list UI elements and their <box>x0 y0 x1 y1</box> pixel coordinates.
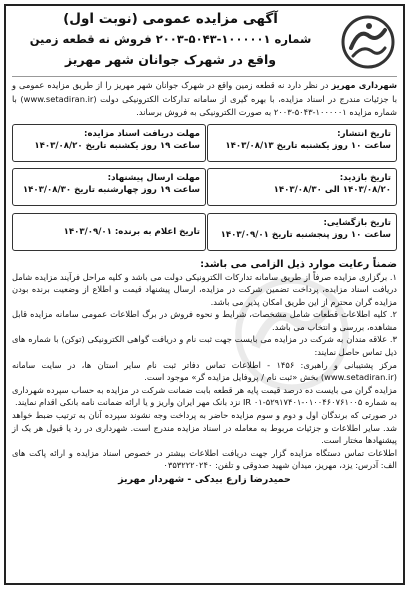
requirements-body <box>12 271 397 473</box>
notice-number: شماره ۱۰۰۰۰۰۱-۵۰۴۳-۲۰۰۳ فروش نه قطعه زمین <box>29 32 312 46</box>
mayor-signature: حمیدرضا زارع بیدکی - شهردار مهریز <box>118 474 291 485</box>
notice-header <box>12 10 397 77</box>
opening-date-box <box>207 213 397 251</box>
dates-grid <box>12 124 397 252</box>
requirement-item: اطلاعات تماس دستگاه مزایده گزار جهت دریافت اطلاعات بیشتر در خصوص اسناد مزایده و ارائه پاکت های الف: آدرس: یزد، مهریز، میدان شهید صدوقی و تلفن: ۰۳۵۳۲۲۲۰۲۴۰ <box>12 447 397 471</box>
submit-deadline-label: مهلت ارسال پیشنهاد: <box>107 172 200 183</box>
publish-date-box <box>207 124 397 162</box>
opening-date-value: ساعت ۱۰ روز پنجشنبه تاریخ ۱۴۰۳/۰۹/۰۱ <box>220 229 391 240</box>
requirement-item: مزایده گران می بایست ده درصد قیمت پایه هر قطعه بابت ضمانت شرکت در مزایده به حساب سپرده شهرداری به شماره ۰۱۰۰۴۶۰۷۶۱۰۰۵-۵۲۹۱۷۴۰۱-۰۱ IR نزد بانک مهر ایران واریز و یا ارائه ضمانت نامه بانکی اقدام نمایند. <box>12 384 397 408</box>
municipality-logo-icon <box>339 14 397 70</box>
requirement-item: ۲. کلیه اطلاعات قطعات شامل مشخصات، شرایط و نحوه فروش در برگ اطلاعات عمومی سامانه مزایده قابل مشاهده، بررسی و انتخاب می باشد. <box>12 309 397 332</box>
requirements-title: ضمناً رعایت موارد ذیل الزامی می باشد: <box>200 258 397 270</box>
publish-date-label: تاریخ انتشار: <box>337 128 391 139</box>
requirement-item: ۳. علاقه مندان به شرکت در مزایده می بایست جهت ثبت نام و دریافت گواهی الکترونیکی (توکن) با شماره های ذیل تماس حاصل نمایند: <box>12 334 397 358</box>
organizer-name: شهرداری مهریز <box>331 80 397 90</box>
publish-date-value: ساعت ۱۰ روز یکشنبه تاریخ ۱۴۰۳/۰۸/۱۳ <box>225 140 391 151</box>
visit-date-value: ۱۴۰۳/۰۸/۲۰ الی ۱۴۰۳/۰۸/۳۰ <box>273 184 391 195</box>
submit-deadline-box <box>12 168 206 206</box>
notice-titles <box>12 10 329 70</box>
notice-location: واقع در شهرک جوانان شهر مهریز <box>64 52 276 67</box>
docs-deadline-label: مهلت دریافت اسناد مزایده: <box>84 128 200 139</box>
intro-paragraph <box>12 79 397 120</box>
submit-deadline-value: ساعت ۱۹ روز چهارشنبه تاریخ ۱۴۰۳/۰۸/۳۰ <box>22 184 200 195</box>
intro-text: در نظر دارد نه قطعه زمین واقع در شهرک جوانان شهر مهریز را از طریق مزایده عمومی و با جزئیات مندرج در اسناد مزایده، با بهره گیری از سامانه تدارکات الکترونیکی دولت (www.setadiran.ir) با شماره مزایده ۱۰۰۰۰۰۱-۵۰۴۳-۲۰۰۳ به صورت الکترونیکی به فروش برساند. <box>12 80 397 117</box>
opening-date-label: تاریخ بازگشایی: <box>323 217 391 228</box>
visit-date-box <box>207 168 397 206</box>
requirement-item: مرکز پشتیبانی و راهبری: ۱۴۵۶ - اطلاعات تماس دفاتر ثبت نام سایر استان ها، در سایت سامانه (www.setadiran.ir) بخش «ثبت نام / پروفایل مزایده گر» موجود است. <box>12 359 397 383</box>
docs-deadline-box <box>12 124 206 162</box>
winner-announce-box <box>12 213 206 251</box>
docs-deadline-value: ساعت ۱۹ روز یکشنبه تاریخ ۱۴۰۳/۰۸/۲۰ <box>34 140 200 151</box>
auction-notice <box>4 4 405 585</box>
notice-title: آگهی مزایده عمومی (نوبت اول) <box>63 11 278 27</box>
visit-date-label: تاریخ بازدید: <box>339 172 391 183</box>
requirement-item: در صورتی که برندگان اول و دوم و سوم مزایده حاضر به پرداخت وجه نشوند سپرده آنان به ترتیب ضبط خواهد شد. سایر اطلاعات و جزئیات مربوط به معامله در اسناد مزایده مندرج است. شهرداری در رد یا قبول هر یک از پیشنهادها مختار است. <box>12 410 397 446</box>
winner-announce-text: تاریخ اعلام به برنده: ۱۴۰۳/۰۹/۰۱ <box>63 226 200 237</box>
requirement-item: ۱. برگزاری مزایده صرفاً از طریق سامانه تدارکات الکترونیکی دولت می باشد و کلیه مراحل فرآیند مزایده شامل دریافت اسناد مزایده، پرداخت تضمین شرکت در مزایده، ارسال پیشنهاد قیمت و اطلاع از وضعیت برنده بودن مزایده گران محترم از این طریق امکان پذیر می باشد. <box>12 271 397 307</box>
